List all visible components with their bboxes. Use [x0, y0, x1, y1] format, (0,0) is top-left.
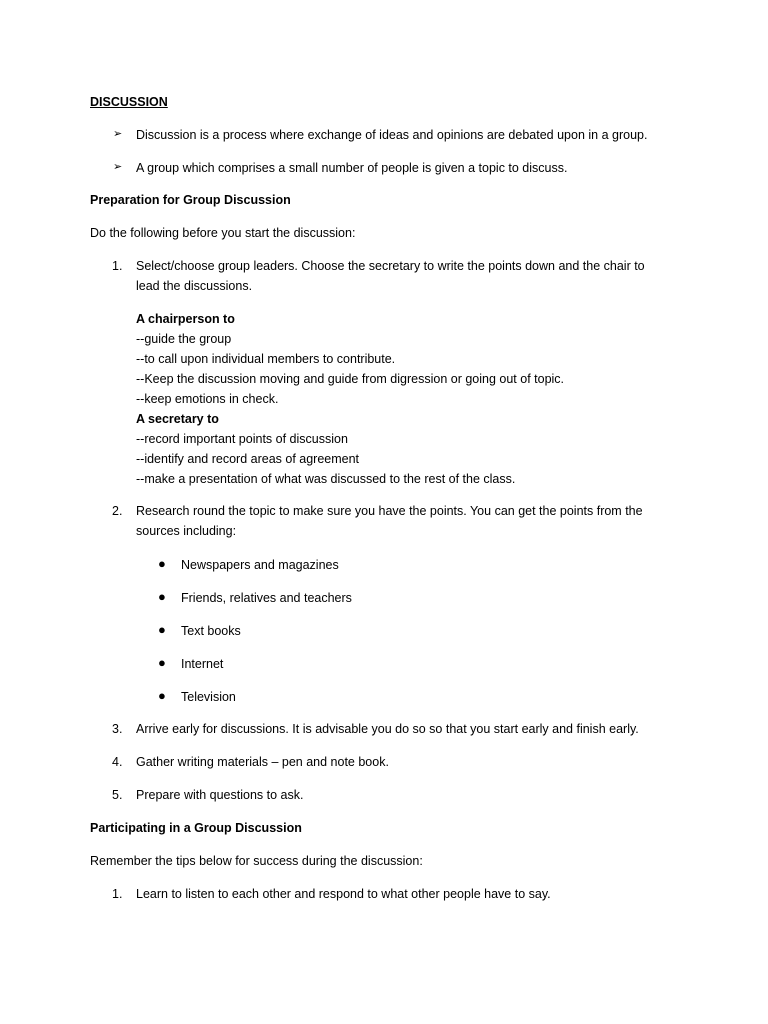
list-item-text: Select/choose group leaders. Choose the secretary to write the points down and the chair to: [136, 259, 645, 273]
list-item-text: lead the discussions.: [136, 279, 253, 293]
chairperson-duty: --guide the group: [136, 332, 232, 346]
bullet-dot-icon: ●: [158, 589, 166, 604]
document-title: DISCUSSION: [90, 95, 168, 109]
section-heading-preparation: Preparation for Group Discussion: [90, 193, 291, 207]
chairperson-duty: --Keep the discussion moving and guide from digression or going out of topic.: [136, 372, 565, 386]
list-number: 1.: [112, 259, 123, 273]
arrow-bullet-icon: ➢: [113, 128, 123, 140]
list-item-text: Arrive early for discussions. It is advisable you do so so that you start early and finish early.: [136, 722, 639, 736]
list-item-text: Gather writing materials – pen and note book.: [136, 755, 389, 769]
list-number: 1.: [112, 887, 123, 901]
source-item: Internet: [181, 657, 224, 671]
secretary-heading: A secretary to: [136, 412, 219, 426]
bullet-dot-icon: ●: [158, 556, 166, 571]
secretary-duty: --identify and record areas of agreement: [136, 452, 360, 466]
source-item: Friends, relatives and teachers: [181, 591, 352, 605]
list-item-text: Learn to listen to each other and respond to what other people have to say.: [136, 887, 551, 901]
chairperson-duty: --keep emotions in check.: [136, 392, 279, 406]
arrow-bullet-icon: ➢: [113, 161, 123, 173]
secretary-duty: --make a presentation of what was discussed to the rest of the class.: [136, 472, 516, 486]
list-item-text: Research round the topic to make sure you have the points. You can get the points from the: [136, 504, 643, 518]
bullet-dot-icon: ●: [158, 622, 166, 637]
source-item: Television: [181, 690, 236, 704]
list-number: 2.: [112, 504, 123, 518]
intro-point: Discussion is a process where exchange of ideas and opinions are debated upon in a group.: [136, 128, 648, 142]
list-number: 4.: [112, 755, 123, 769]
bullet-dot-icon: ●: [158, 655, 166, 670]
chairperson-duty: --to call upon individual members to contribute.: [136, 352, 396, 366]
source-item: Text books: [181, 624, 241, 638]
list-number: 3.: [112, 722, 123, 736]
section-lead: Remember the tips below for success during the discussion:: [90, 854, 423, 868]
section-lead: Do the following before you start the discussion:: [90, 226, 356, 240]
secretary-duty: --record important points of discussion: [136, 432, 348, 446]
chairperson-heading: A chairperson to: [136, 312, 235, 326]
section-heading-participating: Participating in a Group Discussion: [90, 821, 302, 835]
intro-point: A group which comprises a small number of people is given a topic to discuss.: [136, 161, 568, 175]
bullet-dot-icon: ●: [158, 688, 166, 703]
list-item-text: sources including:: [136, 524, 237, 538]
source-item: Newspapers and magazines: [181, 558, 339, 572]
list-item-text: Prepare with questions to ask.: [136, 788, 304, 802]
list-number: 5.: [112, 788, 123, 802]
